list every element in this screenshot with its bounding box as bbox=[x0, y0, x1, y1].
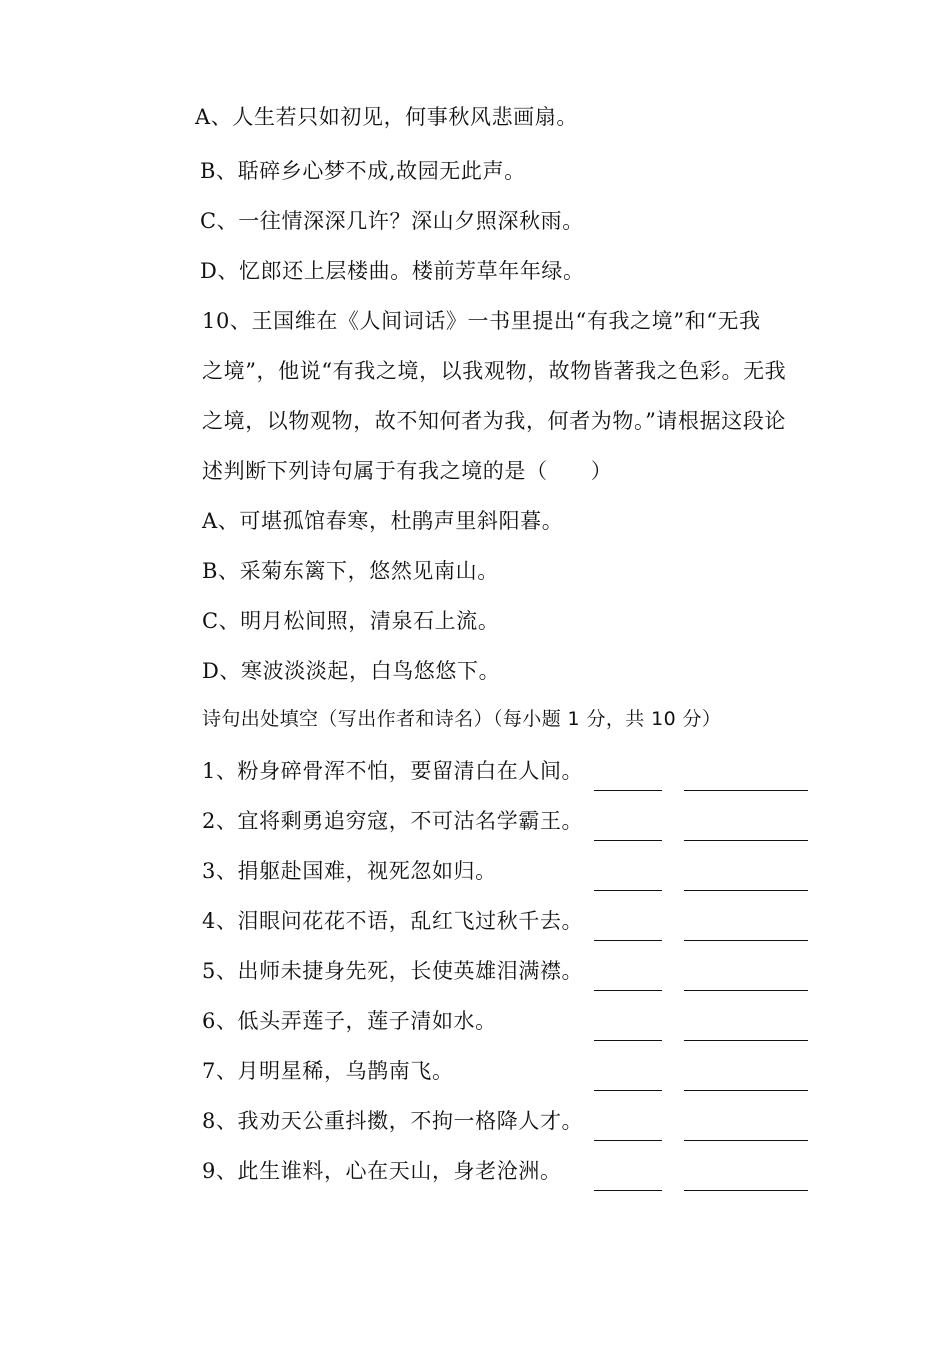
q10-stem-line-4: 述判断下列诗句属于有我之境的是（ ） bbox=[202, 459, 613, 483]
q10-option-b: B、采菊东篱下，悠然见南山。 bbox=[202, 559, 499, 583]
fill-item bbox=[202, 1057, 822, 1087]
q9-option-b: B、聒碎乡心梦不成,故园无此声。 bbox=[200, 159, 526, 183]
fill-item bbox=[202, 1157, 822, 1187]
q9-option-a: A、人生若只如初见，何事秋风悲画扇。 bbox=[195, 105, 578, 129]
q10-option-c: C、明月松间照，清泉石上流。 bbox=[202, 609, 500, 633]
q10-option-d: D、寒波淡淡起，白鸟悠悠下。 bbox=[202, 659, 501, 683]
author-blank[interactable] bbox=[594, 1189, 662, 1191]
fill-item bbox=[202, 857, 822, 887]
poem-title-blank[interactable] bbox=[684, 989, 808, 991]
section-heading: 诗句出处填空（写出作者和诗名）（每小题 1 分，共 10 分） bbox=[202, 708, 722, 730]
fill-item bbox=[202, 807, 822, 837]
author-blank[interactable] bbox=[594, 939, 662, 941]
fill-item bbox=[202, 1107, 822, 1137]
fill-item-text: 9、此生谁料，心在天山，身老沧洲。 bbox=[202, 1159, 562, 1183]
author-blank[interactable] bbox=[594, 889, 662, 891]
author-blank[interactable] bbox=[594, 989, 662, 991]
q10-stem-line-2: 之境”，他说“有我之境，以我观物，故物皆著我之色彩。无我 bbox=[202, 359, 787, 383]
author-blank[interactable] bbox=[594, 789, 662, 791]
author-blank[interactable] bbox=[594, 1039, 662, 1041]
fill-item-text: 3、捐躯赴国难，视死忽如归。 bbox=[202, 859, 497, 883]
poem-title-blank[interactable] bbox=[684, 789, 808, 791]
poem-title-blank[interactable] bbox=[684, 939, 808, 941]
fill-item bbox=[202, 957, 822, 987]
fill-item-text: 6、低头弄莲子，莲子清如水。 bbox=[202, 1009, 497, 1033]
poem-title-blank[interactable] bbox=[684, 839, 808, 841]
fill-item bbox=[202, 757, 822, 787]
fill-item-text: 7、月明星稀，乌鹊南飞。 bbox=[202, 1059, 454, 1083]
q10-stem-line-1: 10、王国维在《人间词话》一书里提出“有我之境”和“无我 bbox=[202, 309, 761, 333]
fill-item-text: 4、泪眼问花花不语，乱红飞过秋千去。 bbox=[202, 909, 584, 933]
author-blank[interactable] bbox=[594, 1089, 662, 1091]
q10-stem-line-3: 之境，以物观物，故不知何者为我，何者为物。”请根据这段论 bbox=[202, 409, 787, 433]
poem-title-blank[interactable] bbox=[684, 1139, 808, 1141]
poem-title-blank[interactable] bbox=[684, 889, 808, 891]
fill-item-text: 1、粉身碎骨浑不怕，要留清白在人间。 bbox=[202, 759, 584, 783]
fill-item-text: 2、宜将剩勇追穷寇，不可沽名学霸王。 bbox=[202, 809, 584, 833]
poem-title-blank[interactable] bbox=[684, 1089, 808, 1091]
poem-title-blank[interactable] bbox=[684, 1189, 808, 1191]
q9-option-d: D、忆郎还上层楼曲。楼前芳草年年绿。 bbox=[200, 259, 585, 283]
fill-item bbox=[202, 907, 822, 937]
fill-item-text: 5、出师未捷身先死，长使英雄泪满襟。 bbox=[202, 959, 584, 983]
fill-item bbox=[202, 1007, 822, 1037]
poem-title-blank[interactable] bbox=[684, 1039, 808, 1041]
author-blank[interactable] bbox=[594, 839, 662, 841]
author-blank[interactable] bbox=[594, 1139, 662, 1141]
q10-option-a: A、可堪孤馆春寒，杜鹃声里斜阳暮。 bbox=[202, 509, 564, 533]
fill-item-text: 8、我劝天公重抖擞，不拘一格降人才。 bbox=[202, 1109, 584, 1133]
q9-option-c: C、一往情深深几许？深山夕照深秋雨。 bbox=[200, 209, 584, 233]
